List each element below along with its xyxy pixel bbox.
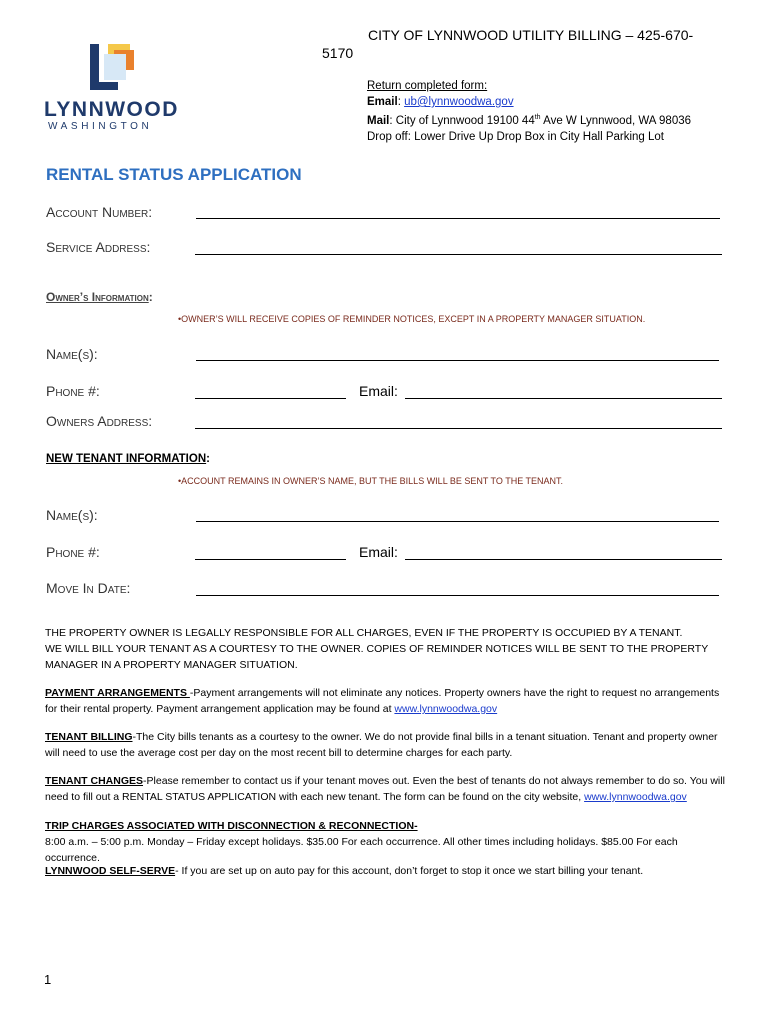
service-address-field[interactable] <box>195 254 722 255</box>
owner-email-field[interactable] <box>405 398 722 399</box>
mail-address-b: Ave W Lynnwood, WA 98036 <box>540 114 692 127</box>
changes-website-link[interactable]: www.lynnwoodwa.gov <box>584 791 687 803</box>
owner-phone-label: Phone #: <box>46 383 100 399</box>
legal-notice <box>45 625 729 673</box>
email-label: Email <box>367 96 398 108</box>
legal-line-2: WE WILL BILL YOUR TENANT AS A COURTESY TO THE OWNER. COPIES OF REMINDER NOTICES WILL BE SENT TO THE PROPERTY MANAGER IN A PROPERTY MANAGER SITUATION. <box>45 643 709 671</box>
return-instructions: Return completed form: Email: ub@lynnwoodwa.gov Mail: City of Lynnwood 19100 44th Ave W Lynnwood, WA 98036 Drop off: Lower Drive Up Drop Box in City Hall Parking Lot <box>367 78 727 132</box>
payment-heading: PAYMENT ARRANGEMENTS <box>45 687 190 699</box>
tenant-billing-paragraph: TENANT BILLING-The City bills tenants as a courtesy to the owner. We do not provide final bills in a tenant situation. Tenant and property owner will need to use the average cost per day on the most recent bill to determine charges for each party. <box>45 731 718 759</box>
mail-address-a: : City of Lynnwood 19100 44 <box>389 114 535 127</box>
self-serve-paragraph: LYNNWOOD SELF-SERVE- If you are set up on auto pay for this account, don’t forget to stop it once we start billing your tenant. <box>45 865 644 877</box>
tenant-phone-field[interactable] <box>195 559 346 560</box>
email-link[interactable]: ub@lynnwoodwa.gov <box>404 96 514 108</box>
return-label: Return completed form: <box>367 80 488 92</box>
trip-heading: TRIP CHARGES ASSOCIATED WITH DISCONNECTION & RECONNECTION- <box>45 820 418 832</box>
logo-subtitle: WASHINGTON <box>48 121 153 132</box>
billing-heading: TENANT BILLING <box>45 731 133 743</box>
tenant-changes-paragraph: TENANT CHANGES-Please remember to contact us if your tenant moves out. Even the best of tenants do not always remember to do so. You will need to fill out a RENTAL STATUS APPLICATION with each new tenant. The form can be found on the city website, www.lynnwoodwa.gov <box>45 775 725 803</box>
trip-text: 8:00 a.m. – 5:00 p.m. Monday – Friday except holidays. $35.00 For each occurrence. All other times including holidays. $85.00 For each occurrence. <box>45 836 678 864</box>
form-title: RENTAL STATUS APPLICATION <box>46 165 302 184</box>
owner-names-field[interactable] <box>196 360 719 361</box>
service-address-label: Service Address: <box>46 239 151 255</box>
owner-names-label: Name(s): <box>46 346 98 362</box>
tenant-info-heading: NEW TENANT INFORMATION: <box>46 453 210 465</box>
owner-info-heading: Owner’s Information: <box>46 290 153 304</box>
account-number-label: Account Number: <box>46 204 153 220</box>
legal-line-1: THE PROPERTY OWNER IS LEGALLY RESPONSIBLE FOR ALL CHARGES, EVEN IF THE PROPERTY IS OCCUPIED BY A TENANT. <box>45 627 683 639</box>
trip-charges-paragraph <box>45 818 729 866</box>
lynnwood-logo-mark <box>90 44 135 92</box>
mail-label: Mail <box>367 114 390 127</box>
payment-website-link[interactable]: www.lynnwoodwa.gov <box>394 703 498 715</box>
owners-address-field[interactable] <box>195 428 722 429</box>
owner-email-label: Email: <box>359 383 398 399</box>
changes-heading: TENANT CHANGES <box>45 775 144 787</box>
self-serve-heading: LYNNWOOD SELF-SERVE <box>45 865 176 877</box>
payment-arrangements-paragraph: PAYMENT ARRANGEMENTS -Payment arrangements will not eliminate any notices. Property owners have the right to request no arrangements for their rental property. Payment arrangement application may be found at www.lynnwoodwa.gov <box>45 687 720 715</box>
logo-wordmark: LYNNWOOD <box>44 98 179 121</box>
tenant-names-label: Name(s): <box>46 507 98 523</box>
tenant-email-field[interactable] <box>405 559 722 560</box>
tenant-note: •ACCOUNT REMAINS IN OWNER’S NAME, BUT THE BILLS WILL BE SENT TO THE TENANT. <box>178 476 564 486</box>
tenant-email-label: Email: <box>359 544 398 560</box>
move-in-date-field[interactable] <box>196 595 719 596</box>
page-number: 1 <box>44 972 52 987</box>
owners-address-label: Owners Address: <box>46 413 153 429</box>
header-line-1: CITY OF LYNNWOOD UTILITY BILLING – 425-670- <box>368 27 694 43</box>
owner-note: •OWNER’S WILL RECEIVE COPIES OF REMINDER NOTICES, EXCEPT IN A PROPERTY MANAGER SITUATION. <box>178 314 646 324</box>
tenant-phone-label: Phone #: <box>46 544 100 560</box>
header-line-2: 5170 <box>322 45 354 61</box>
drop-off-line: Drop off: Lower Drive Up Drop Box in City Hall Parking Lot <box>367 130 664 143</box>
move-in-date-label: Move In Date: <box>46 580 131 596</box>
mail-sup: th <box>534 114 541 121</box>
tenant-names-field[interactable] <box>196 521 719 522</box>
owner-phone-field[interactable] <box>195 398 346 399</box>
account-number-field[interactable] <box>196 218 720 219</box>
